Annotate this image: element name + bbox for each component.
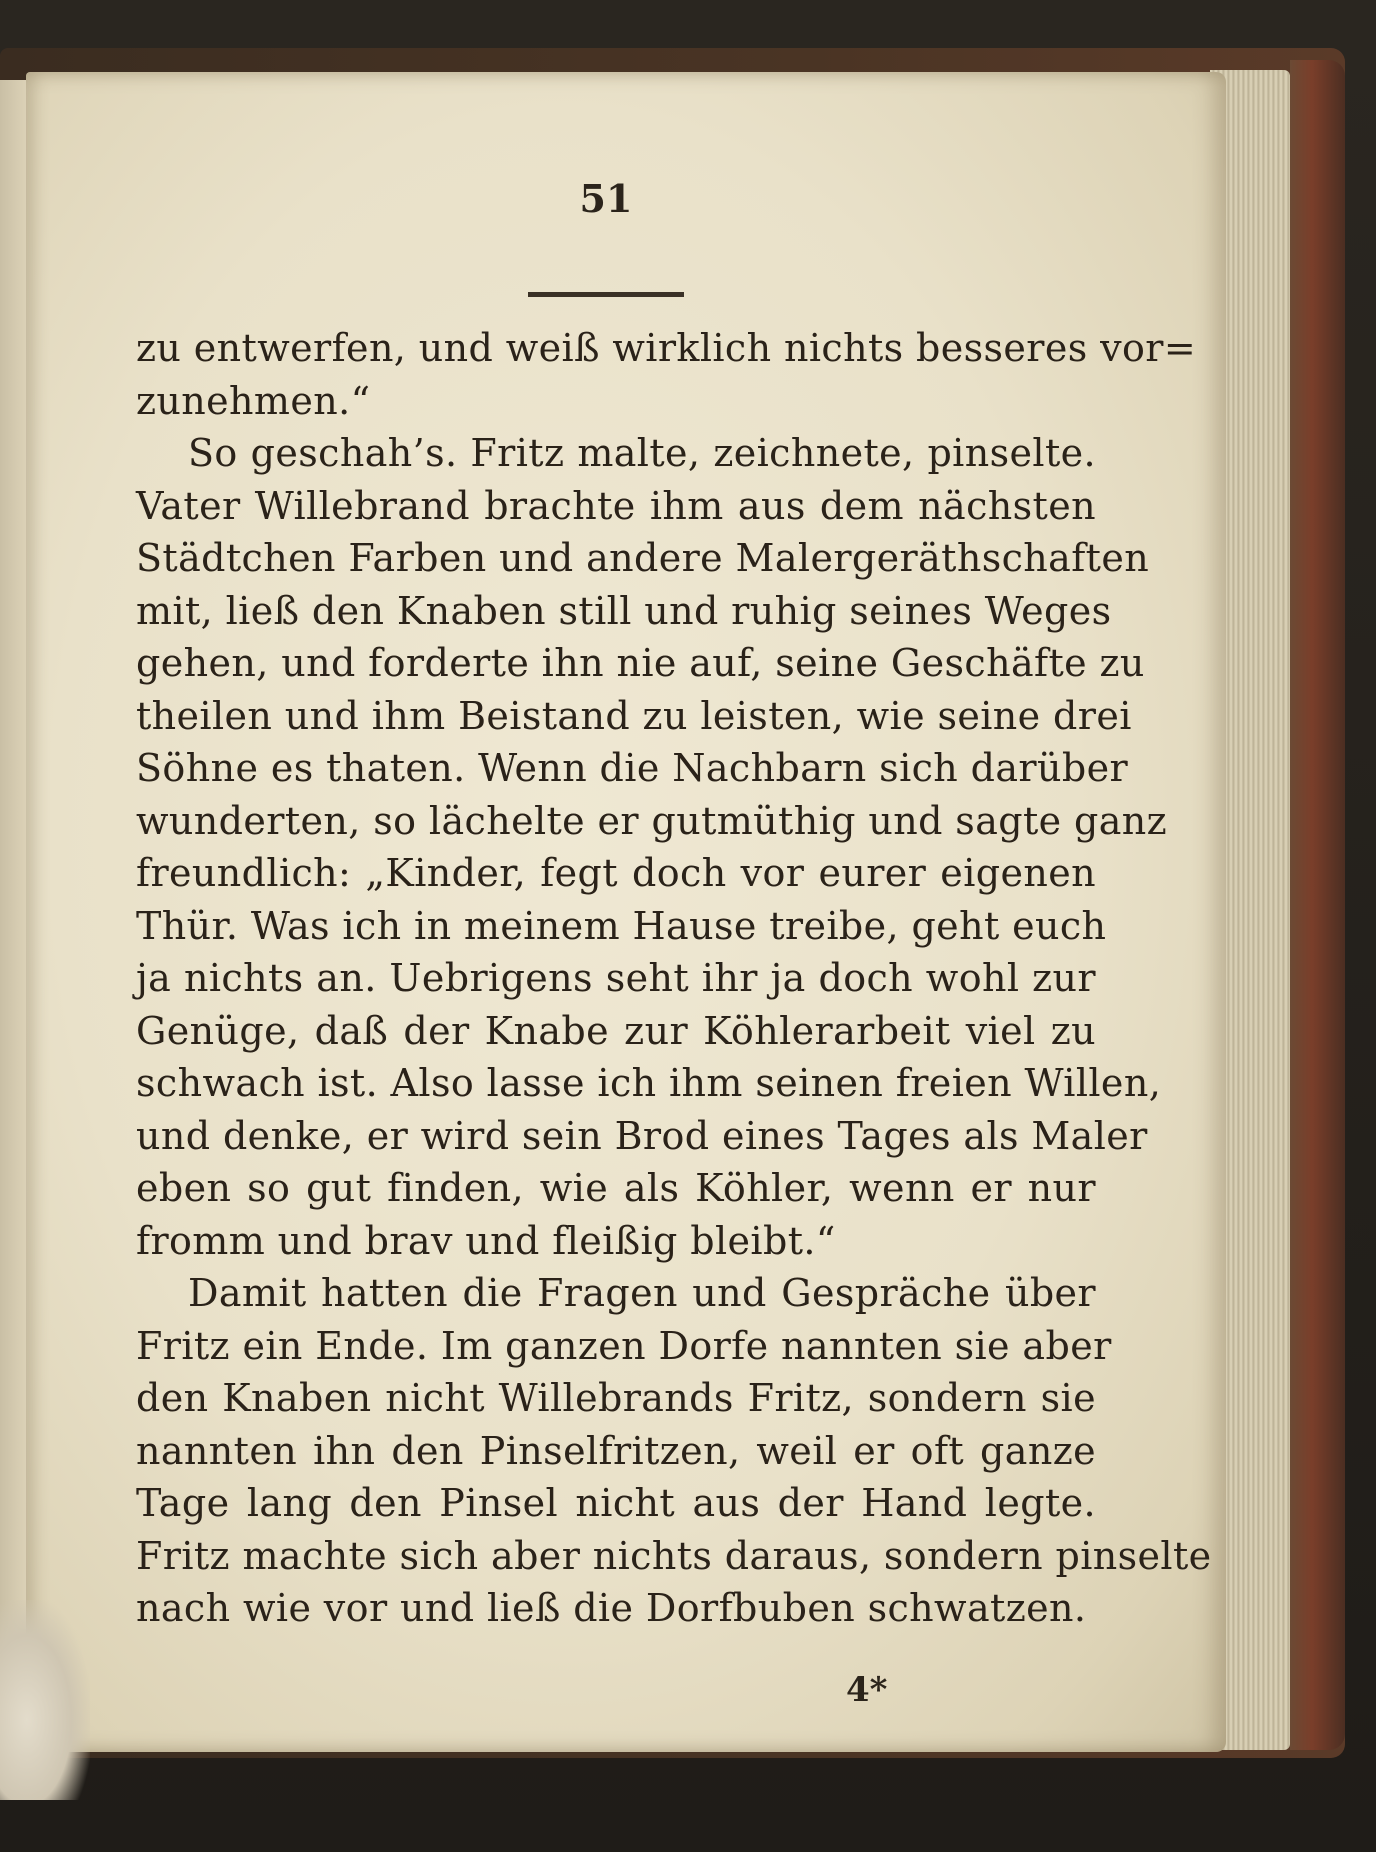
text-line: Vater Willebrand brachte ihm aus dem nächsten: [136, 483, 1096, 528]
page-number: 51: [579, 176, 633, 221]
text-line: theilen und ihm Beistand zu leisten, wie seine drei: [136, 693, 1132, 738]
book-cover-edge: [1290, 60, 1345, 1750]
text-line: Fritz ein Ende. Im ganzen Dorfe nannten sie aber: [136, 1323, 1112, 1368]
book-page: [26, 72, 1226, 1752]
text-line: Tage lang den Pinsel nicht aus der Hand legte.: [136, 1481, 1096, 1525]
text-line: Söhne es thaten. Wenn die Nachbarn sich darüber: [136, 746, 1129, 790]
text-line: freundlich: „Kinder, fegt doch vor eurer eigenen: [136, 851, 1096, 895]
text-line: Städtchen Farben und andere Malergeräthschaften: [136, 536, 1150, 580]
text-line: und denke, er wird sein Brod eines Tages als Maler: [136, 1113, 1148, 1158]
text-line: nach wie vor und ließ die Dorfbuben schwatzen.: [136, 1586, 1087, 1630]
page-number-rule: [528, 292, 684, 297]
text-line: Damit hatten die Fragen und Gespräche über: [188, 1271, 1096, 1315]
text-line: fromm und brav und fleißig bleibt.“: [136, 1218, 836, 1263]
text-line: Fritz machte sich aber nichts daraus, sondern pinselte: [136, 1533, 1212, 1578]
text-line: Thür. Was ich in meinem Hause treibe, geht euch: [136, 903, 1107, 948]
torn-page-corner: [0, 1600, 90, 1800]
text-line: nannten ihn den Pinselfritzen, weil er oft ganze: [136, 1428, 1096, 1473]
text-line: den Knaben nicht Willebrands Fritz, sondern sie: [136, 1376, 1096, 1420]
text-line: gehen, und forderte ihn nie auf, seine Geschäfte zu: [136, 641, 1145, 685]
page-text: [136, 322, 1212, 1635]
text-line: zunehmen.“: [136, 378, 371, 423]
text-line: eben so gut finden, wie als Köhler, wenn er nur: [136, 1166, 1096, 1210]
text-line: zu entwerfen, und weiß wirklich nichts besseres vor=: [136, 326, 1197, 370]
text-line: So geschah’s. Fritz malte, zeichnete, pinselte.: [188, 431, 1096, 475]
text-line: wunderten, so lächelte er gutmüthig und sagte ganz: [136, 798, 1168, 843]
text-line: schwach ist. Also lasse ich ihm seinen freien Willen,: [136, 1061, 1162, 1105]
text-line: ja nichts an. Uebrigens seht ihr ja doch wohl zur: [136, 956, 1096, 1000]
text-line: Genüge, daß der Knabe zur Köhlerarbeit viel zu: [136, 1008, 1096, 1053]
signature-mark: 4*: [846, 1670, 888, 1710]
text-line: mit, ließ den Knaben still und ruhig seines Weges: [136, 588, 1112, 633]
